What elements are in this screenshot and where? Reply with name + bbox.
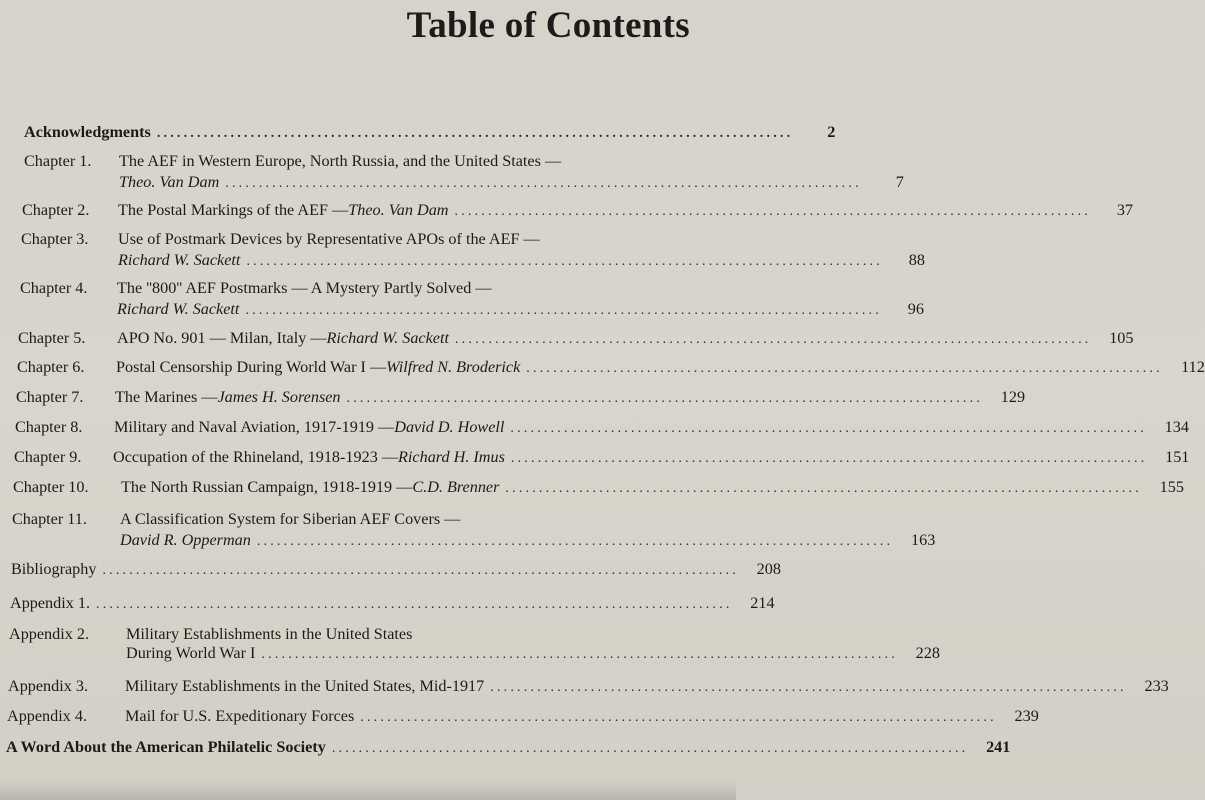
- entry-author: C.D. Brenner: [412, 478, 500, 496]
- entry-label: Appendix 1.: [10, 594, 91, 612]
- entry-title: The North Russian Campaign, 1918-1919 —: [121, 478, 413, 496]
- toc-entry-chapter-10: [13, 477, 1184, 499]
- entry-label: Chapter 9.: [14, 448, 82, 466]
- toc-entry-chapter-11: [12, 509, 700, 529]
- toc-entry-chapter-11-author: [120, 530, 936, 552]
- leader-dots: ...............................................................................................: [331, 741, 969, 756]
- entry-author: Wilfred N. Broderick: [386, 358, 521, 376]
- leader-dots: ...............................................................................................: [505, 481, 1142, 496]
- leader-dots: ...............................................................................................: [454, 204, 1091, 219]
- page-number: 7: [895, 173, 904, 191]
- toc-entry-bibliography: [11, 559, 781, 581]
- entry-author: Richard W. Sackett: [326, 329, 449, 347]
- entry-title: Use of Postmark Devices by Representative APOs of the AEF —: [118, 230, 540, 248]
- entry-title-continued: During World War I: [126, 644, 256, 662]
- entry-author: Richard W. Sackett: [117, 300, 240, 318]
- toc-entry-chapter-2: [22, 200, 1133, 222]
- page-number: 105: [1109, 329, 1134, 347]
- entry-author: Richard W. Sackett: [118, 251, 241, 269]
- toc-entry-word-about-aps: [6, 737, 1011, 759]
- page-number: 228: [915, 644, 940, 662]
- leader-dots: ...............................................................................................: [256, 534, 894, 549]
- toc-entry-appendix-2: [9, 624, 701, 644]
- page-number: 214: [750, 594, 775, 612]
- entry-author: Theo. Van Dam: [348, 201, 449, 219]
- entry-label: Chapter 3.: [21, 230, 89, 248]
- entry-label: A Word About the American Philatelic Society: [6, 738, 326, 756]
- toc-entry-chapter-1-author: [119, 172, 904, 194]
- page-title: Table of Contents: [406, 5, 690, 46]
- entry-title: The Marines —: [115, 388, 218, 406]
- page-number: 134: [1164, 418, 1189, 436]
- toc-entry-acknowledgments: [24, 122, 836, 144]
- page-number: 208: [756, 560, 781, 578]
- toc-entry-chapter-3-author: [118, 250, 925, 272]
- leader-dots: ...............................................................................................: [96, 597, 733, 612]
- page-number: 239: [1014, 707, 1039, 725]
- page-number: 151: [1165, 448, 1190, 466]
- leader-dots: ...............................................................................................: [510, 421, 1147, 436]
- toc-entry-chapter-9: [14, 447, 1190, 469]
- entry-title: Military Establishments in the United States: [126, 625, 413, 643]
- leader-dots: ...............................................................................................: [225, 176, 862, 191]
- toc-entry-chapter-8: [15, 417, 1189, 439]
- toc-entry-chapter-4: [20, 278, 700, 298]
- entry-title: The ''800'' AEF Postmarks — A Mystery Partly Solved —: [117, 279, 492, 297]
- entry-label: Chapter 10.: [13, 478, 89, 496]
- entry-label: Chapter 11.: [12, 510, 87, 528]
- page-number: 96: [907, 300, 924, 318]
- entry-label: Appendix 3.: [8, 677, 89, 695]
- toc-entry-appendix-2-cont: [126, 643, 940, 665]
- entry-label: Appendix 2.: [9, 625, 90, 643]
- entry-author: Richard H. Imus: [398, 448, 505, 466]
- entry-author: David D. Howell: [394, 418, 505, 436]
- page-number: 112: [1181, 358, 1205, 376]
- entry-label: Chapter 4.: [20, 279, 88, 297]
- page-number: 37: [1116, 201, 1133, 219]
- toc-entry-chapter-5: [18, 328, 1134, 350]
- page-edge-shadow: [0, 780, 736, 800]
- entry-label: Bibliography: [11, 560, 97, 578]
- leader-dots: ...............................................................................................: [346, 391, 984, 406]
- entry-title: The Postal Markings of the AEF —: [118, 201, 349, 219]
- entry-title: Occupation of the Rhineland, 1918-1923 —: [113, 448, 399, 466]
- leader-dots: ...............................................................................................: [245, 303, 882, 318]
- toc-entry-chapter-3: [21, 229, 700, 249]
- toc-entry-chapter-1: [24, 151, 700, 171]
- entry-title: Postal Censorship During World War I —: [116, 358, 387, 376]
- entry-author: James H. Sorensen: [217, 388, 341, 406]
- leader-dots: ...............................................................................................: [510, 451, 1148, 466]
- leader-dots: ...............................................................................................: [526, 361, 1163, 376]
- leader-dots: ...............................................................................................: [156, 126, 794, 141]
- entry-label: Chapter 8.: [15, 418, 83, 436]
- page-number: 88: [908, 251, 925, 269]
- toc-entry-chapter-4-author: [117, 299, 924, 321]
- entry-label: Chapter 1.: [24, 152, 92, 170]
- leader-dots: ...............................................................................................: [261, 647, 898, 662]
- page-number: 129: [1000, 388, 1026, 406]
- leader-dots: ...............................................................................................: [102, 563, 739, 578]
- toc-entry-appendix-3: [8, 676, 1169, 698]
- leader-dots: ...............................................................................................: [490, 680, 1127, 695]
- entry-label: Acknowledgments: [24, 123, 151, 141]
- entry-title: A Classification System for Siberian AEF Covers —: [120, 510, 461, 528]
- page-number: 2: [827, 123, 836, 141]
- entry-label: Chapter 5.: [18, 329, 86, 347]
- leader-dots: ...............................................................................................: [246, 254, 883, 269]
- leader-dots: ...............................................................................................: [360, 710, 997, 725]
- entry-title: Mail for U.S. Expeditionary Forces: [125, 707, 355, 725]
- entry-label: Chapter 7.: [16, 388, 84, 406]
- leader-dots: ...............................................................................................: [454, 332, 1092, 347]
- entry-title: The AEF in Western Europe, North Russia, and the United States —: [119, 152, 562, 170]
- entry-label: Chapter 2.: [22, 201, 90, 219]
- entry-title: APO No. 901 — Milan, Italy —: [117, 329, 327, 347]
- page-number: 163: [911, 531, 936, 549]
- entry-author: Theo. Van Dam: [119, 173, 220, 191]
- page-number: 241: [986, 738, 1011, 756]
- toc-entry-appendix-1: [10, 593, 775, 615]
- toc-entry-appendix-4: [7, 706, 1039, 728]
- page-number: 155: [1159, 478, 1184, 496]
- entry-label: Appendix 4.: [7, 707, 88, 725]
- entry-author: David R. Opperman: [120, 531, 251, 549]
- page-number: 233: [1144, 677, 1169, 695]
- toc-entry-chapter-7: [16, 387, 1026, 409]
- entry-title: Military Establishments in the United States, Mid-1917: [125, 677, 485, 695]
- entry-label: Chapter 6.: [17, 358, 85, 376]
- toc-entry-chapter-6: [17, 357, 1205, 379]
- entry-title: Military and Naval Aviation, 1917-1919 —: [114, 418, 395, 436]
